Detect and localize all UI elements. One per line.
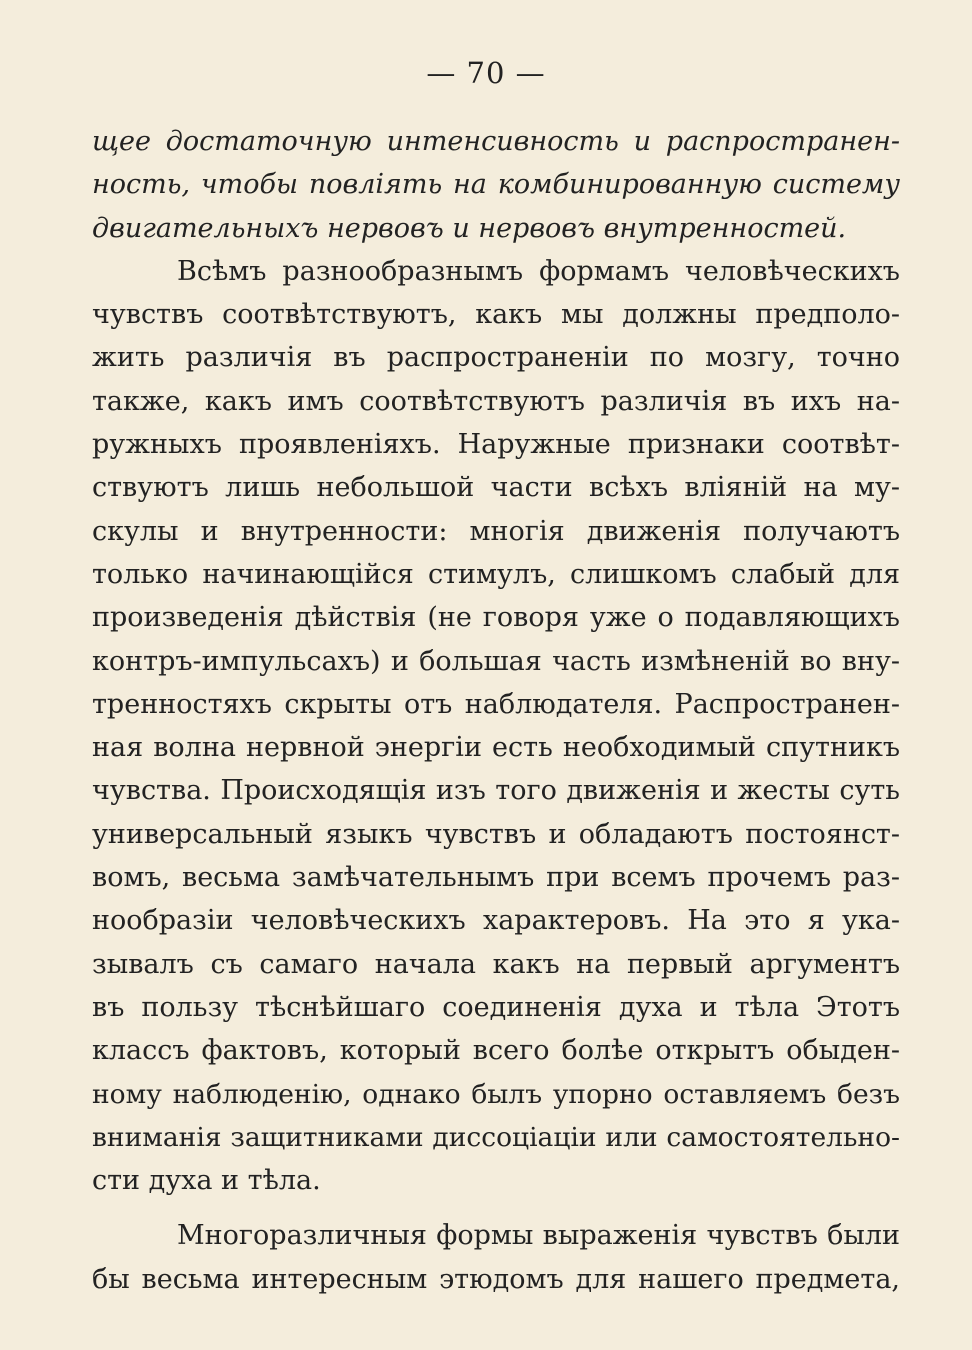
text-line: двигательныхъ нервовъ и нервовъ внутренностей. [92, 212, 847, 244]
text-line: также, какъ имъ соотвѣтствуютъ различія въ ихъ на- [92, 385, 900, 417]
paragraph-1 [92, 120, 900, 250]
page-number: — 70 — [426, 56, 546, 90]
text-line: сти духа и тѣла. [92, 1165, 321, 1197]
text-line: только начинающійся стимулъ, слишкомъ слабый для [92, 558, 900, 590]
text-line: нообразіи человѣческихъ характеровъ. На это я ука- [92, 905, 900, 937]
text-line: универсальный языкъ чувствъ и обладаютъ постоянст- [92, 818, 900, 850]
text-line: вомъ, весьма замѣчательнымъ при всемъ прочемъ раз- [92, 862, 900, 894]
text-line: чувствъ соотвѣтствуютъ, какъ мы должны предполо- [92, 299, 900, 331]
paragraph-3 [92, 1214, 900, 1301]
text-line: тренностяхъ скрыты отъ наблюдателя. Распространен- [92, 688, 900, 720]
text-line: скулы и внутренности: многія движенія получаютъ [92, 515, 900, 547]
text-line: чувства. Происходящія изъ того движенія и жесты суть [92, 775, 900, 807]
text-line: ная волна нервной энергіи есть необходимый спутникъ [92, 732, 900, 764]
text-line: Многоразличныя формы выраженія чувствъ были [177, 1220, 900, 1252]
text-line: ность, чтобы повліять на комбинированную систему [92, 169, 900, 201]
text-line: щее достаточную интенсивность и распространен- [92, 126, 900, 157]
text-line: вниманія защитниками диссоціаціи или самостоятельно- [92, 1121, 900, 1153]
text-line: ружныхъ проявленіяхъ. Наружные признаки соотвѣт- [92, 429, 900, 461]
text-line: классъ фактовъ, который всего болѣе открытъ обыден- [92, 1035, 900, 1067]
paragraph-2 [92, 250, 900, 1203]
text-line: въ пользу тѣснѣйшаго соединенія духа и тѣла Этотъ [92, 991, 900, 1023]
text-line: жить различія въ распространеніи по мозгу, точно [92, 342, 900, 374]
text-line: Всѣмъ разнообразнымъ формамъ человѣческихъ [177, 255, 900, 287]
text-line: произведенія дѣйствія (не говоря уже о подавляющихъ [92, 602, 900, 634]
text-line: ствуютъ лишь небольшой части всѣхъ вліяній на му- [92, 472, 900, 504]
text-line: зывалъ съ самаго начала какъ на первый аргументъ [92, 948, 900, 980]
text-line: ному наблюденію, однако былъ упорно оставляемъ безъ [92, 1078, 900, 1110]
page-text [92, 120, 900, 1301]
text-line: бы весьма интересным этюдомъ для нашего предмета, [92, 1263, 900, 1295]
text-line: контръ-импульсахъ) и большая часть измѣненій во вну- [92, 645, 900, 677]
